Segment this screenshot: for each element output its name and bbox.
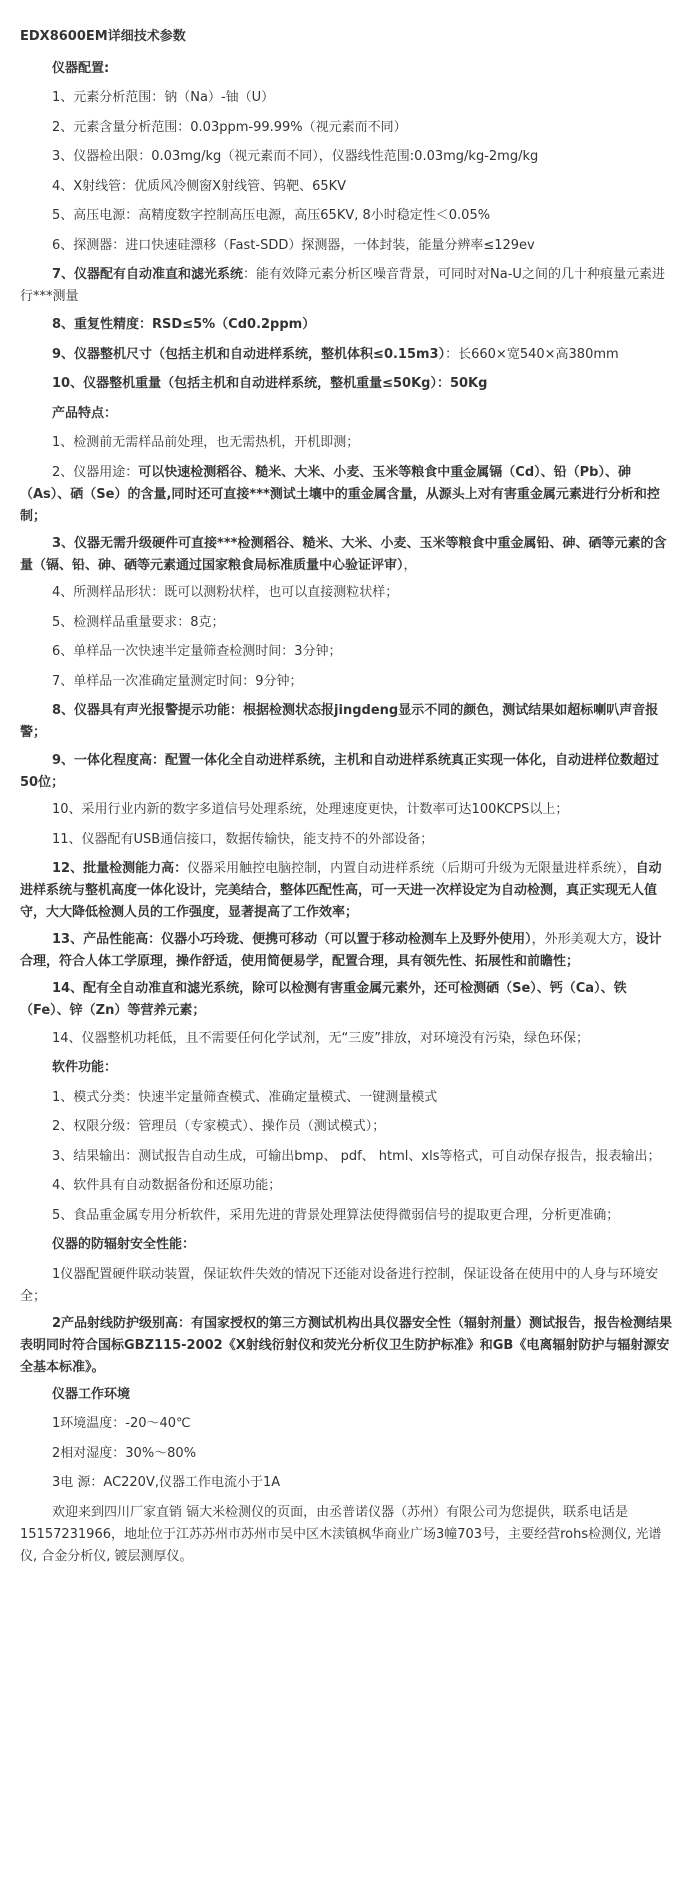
features-heading: 产品特点：	[52, 406, 118, 421]
feature-13-plain: ，外形美观大方，	[531, 932, 636, 947]
feature-2-bold: 可以快速检测稻谷、糙米、大米、小麦、玉米等粮食中重金属镉（Cd）、铅（Pb）、砷（As）、硒（Se）的含量,同时还可直接***测试土壤中的重金属含量，从源头上对有害重金属元素进行分析和控制；	[20, 465, 660, 524]
feature-12-label: 12、批量检测能力高：	[52, 861, 188, 876]
footer-paragraph: 欢迎来到四川厂家直销 镉大米检测仪的页面，由丞普诺仪器（苏州）有限公司为您提供，联系电话是15157231966，地址位于江苏苏州市苏州市吴中区木渎镇枫华商业广场3幢703号，主要经营rohs检测仪, 光谱仪, 合金分析仪, 镀层测厚仪。	[20, 1505, 662, 1564]
feature-14a: 14、配有全自动准直和滤光系统，除可以检测有害重金属元素外，还可检测硒（Se）、钙（Ca）、铁（Fe）、锌（Zn）等营养元素；	[20, 981, 627, 1018]
feature-7: 7、单样品一次准确定量测定时间：9分钟；	[52, 674, 303, 689]
config-item-7-bold: 7、仪器配有自动准直和滤光系统	[52, 267, 244, 282]
feature-12-bold: 自动进样系统与整机高度一体化设计，完美结合，整体匹配性高，可一天进一次样设定为自动检测，真正实现无人值守，大大降低检测人员的工作强度，显著提高了工作效率；	[20, 861, 662, 920]
config-heading: 仪器配置:	[52, 61, 110, 76]
feature-10: 10、采用行业内新的数字多道信号处理系统，处理速度更快，计数率可达100KCPS以上；	[52, 802, 569, 817]
document-title: EDX8600EM详细技术参数	[20, 29, 186, 44]
software-item-4: 4、软件具有自动数据备份和还原功能；	[52, 1178, 282, 1193]
feature-11: 11、仪器配有USB通信接口，数据传输快，能支持不的外部设备；	[52, 832, 434, 847]
software-item-1: 1、模式分类：快速半定量筛查模式、准确定量模式、一键测量模式	[52, 1090, 438, 1105]
safety-item-2-bold: 有国家授权的第三方测试机构出具仪器安全性（辐射剂量）测试报告，报告检测结果表明同时符合国标GBZ115-2002《X射线衍射仪和荧光分析仪卫生防护标准》和GB《电离辐射防护与辐射源安全基本标准》。	[20, 1316, 673, 1375]
feature-8: 8、仪器具有声光报警提示功能：根据检测状态报jingdeng显示不同的颜色，测试结果如超标喇叭声音报警；	[20, 703, 659, 740]
config-item-8: 8、重复性精度：RSD≤5%（Cd0.2ppm）	[52, 317, 316, 332]
config-item-5: 5、高压电源：高精度数字控制高压电源，高压65KV, 8小时稳定性＜0.05%	[52, 208, 491, 223]
config-item-4: 4、X射线管：优质风冷侧窗X射线管、钨靶、65KV	[52, 179, 347, 194]
safety-item-1: 1仪器配置硬件联动装置，保证软件失效的情况下还能对设备进行控制，保证设备在使用中的人身与环境安全；	[20, 1267, 659, 1304]
feature-12-plain: 仪器采用触控电脑控制，内置自动进样系统（后期可升级为无限量进样系统），	[187, 861, 636, 876]
safety-item-2	[0, 1313, 688, 1379]
software-item-3: 3、结果输出：测试报告自动生成，可输出bmp、 pdf、 html、xls等格式，可自动保存报告，报表输出；	[52, 1149, 661, 1164]
config-item-3: 3、仪器检出限：0.03mg/kg（视元素而不同），仪器线性范围:0.03mg/kg-2mg/kg	[52, 149, 539, 164]
config-item-2: 2、元素含量分析范围：0.03ppm-99.99%（视元素而不同）	[52, 120, 407, 135]
feature-3-bold: 3、仪器无需升级硬件可直接***检测稻谷、糙米、大米、小麦、玉米等粮食中重金属铅、砷、硒等元素的含量（镉、铅、砷、硒等元素通过国家粮食局标准质量中心验证评审）	[20, 536, 667, 573]
environment-item-3: 3电 源：AC220V,仪器工作电流小于1A	[52, 1475, 281, 1490]
feature-2-label: 2、仪器用途：	[52, 465, 139, 480]
software-item-2: 2、权限分级：管理员（专家模式）、操作员（测试模式）；	[52, 1119, 386, 1134]
config-item-6: 6、探测器：进口快速硅漂移（Fast-SDD）探测器，一体封装，能量分辨率≤129ev	[52, 238, 535, 253]
safety-item-2-label: 2产品射线防护级别高：	[52, 1316, 192, 1331]
feature-14b: 14、仪器整机功耗低，且不需要任何化学试剂，无“三废”排放，对环境没有污染，绿色环保；	[52, 1031, 590, 1046]
config-item-9	[0, 344, 688, 366]
feature-3	[0, 533, 688, 577]
environment-item-2: 2相对湿度：30%～80%	[52, 1446, 197, 1461]
feature-4: 4、所测样品形状：既可以测粉状样，也可以直接测粒状样；	[52, 585, 399, 600]
config-item-10: 10、仪器整机重量（包括主机和自动进样系统，整机重量≤50Kg）：50Kg	[52, 376, 488, 391]
feature-12	[0, 858, 688, 924]
config-item-9-rest: ：长660×宽540×高380mm	[445, 347, 619, 362]
feature-5: 5、检测样品重量要求：8克；	[52, 615, 225, 630]
feature-13	[0, 929, 688, 973]
config-item-7	[0, 264, 688, 308]
config-item-7-rest: ：能有效降元素分析区噪音背景，可同时对Na-U之间的几十种痕量元素进行***测量	[20, 267, 665, 304]
safety-heading: 仪器的防辐射安全性能：	[52, 1237, 196, 1252]
environment-heading: 仪器工作环境	[52, 1387, 131, 1402]
config-item-9-bold: 9、仪器整机尺寸（包括主机和自动进样系统，整机体积≤0.15m3）	[52, 347, 446, 362]
feature-2	[0, 462, 688, 528]
feature-3-end: ，	[403, 558, 417, 573]
feature-13-label: 13、产品性能高：	[52, 932, 162, 947]
feature-1: 1、检测前无需样品前处理，也无需热机，开机即测；	[52, 435, 360, 450]
config-item-1: 1、元素分析范围：钠（Na）-铀（U）	[52, 90, 275, 105]
software-heading: 软件功能：	[52, 1060, 118, 1075]
feature-9: 9、一体化程度高：配置一体化全自动进样系统，主机和自动进样系统真正实现一体化，自动进样位数超过50位；	[20, 753, 660, 790]
feature-13-bold: 仪器小巧玲珑、便携可移动（可以置于移动检测车上及野外使用）	[161, 932, 532, 947]
feature-6: 6、单样品一次快速半定量筛查检测时间：3分钟；	[52, 644, 342, 659]
feature-13-bold-2: 设计合理，符合人体工学原理，操作舒适，使用简便易学，配置合理，具有领先性、拓展性和前瞻性；	[20, 932, 662, 969]
environment-item-1: 1环境温度：-20～40℃	[52, 1416, 191, 1431]
software-item-5: 5、食品重金属专用分析软件，采用先进的背景处理算法使得微弱信号的提取更合理，分析更准确；	[52, 1208, 620, 1223]
